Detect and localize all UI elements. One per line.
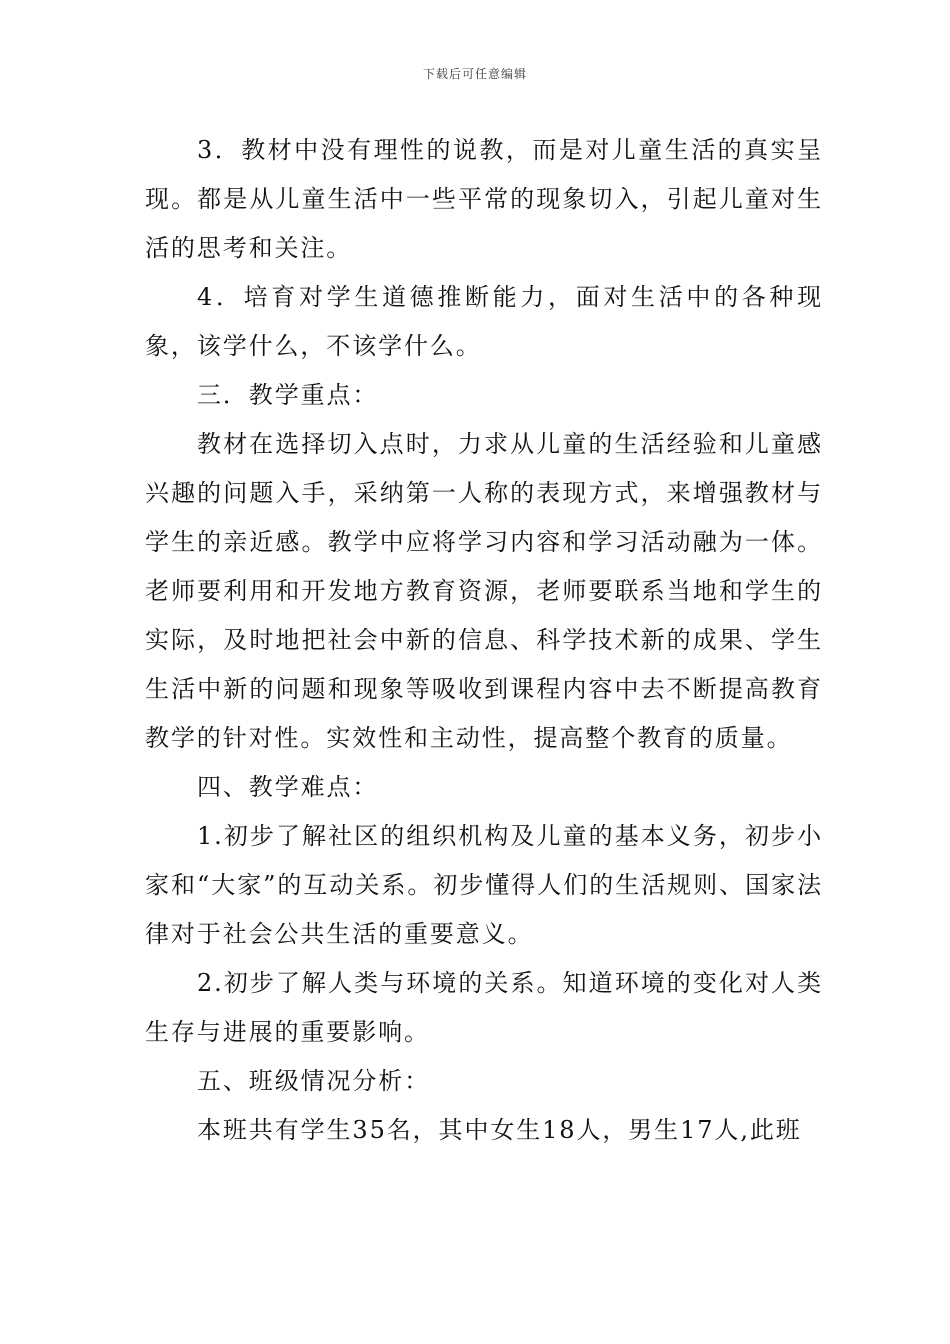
document-body xyxy=(145,126,823,1155)
paragraph-item-4: 4．培育对学生道德推断能力，面对生活中的各种现象，该学什么，不该学什么。 xyxy=(145,283,823,360)
paragraph-teaching-focus: 教材在选择切入点时，力求从儿童的生活经验和儿童感兴趣的问题入手，采纳第一人称的表现方式，来增强教材与学生的亲近感。教学中应将学习内容和学习活动融为一体。老师要利用和开发地方教育资源，老师要联系当地和学生的实际，及时地把社会中新的信息、科学技术新的成果、学生生活中新的问题和现象等吸收到课程内容中去不断提高教育教学的针对性。实效性和主动性，提高整个教育的质量。 xyxy=(145,430,823,752)
paragraph-difficulty-1: 1.初步了解社区的组织机构及儿童的基本义务，初步小家和“大家”的互动关系。初步懂得人们的生活规则、国家法律对于社会公共生活的重要意义。 xyxy=(145,822,823,948)
section-heading-class-analysis: 五、班级情况分析： xyxy=(197,1067,431,1095)
paragraph-item-3: 3．教材中没有理性的说教，而是对儿童生活的真实呈现。都是从儿童生活中一些平常的现象切入，引起儿童对生活的思考和关注。 xyxy=(145,136,823,262)
paragraph-difficulty-2: 2.初步了解人类与环境的关系。知道环境的变化对人类生存与进展的重要影响。 xyxy=(145,969,823,1046)
section-heading-teaching-difficulty: 四、教学难点： xyxy=(197,773,379,801)
page-header: 下载后可任意编辑 xyxy=(422,67,527,81)
section-heading-teaching-focus: 三．教学重点： xyxy=(197,381,379,409)
paragraph-class-analysis: 本班共有学生35名，其中女生18人，男生17人,此班 xyxy=(197,1116,802,1144)
